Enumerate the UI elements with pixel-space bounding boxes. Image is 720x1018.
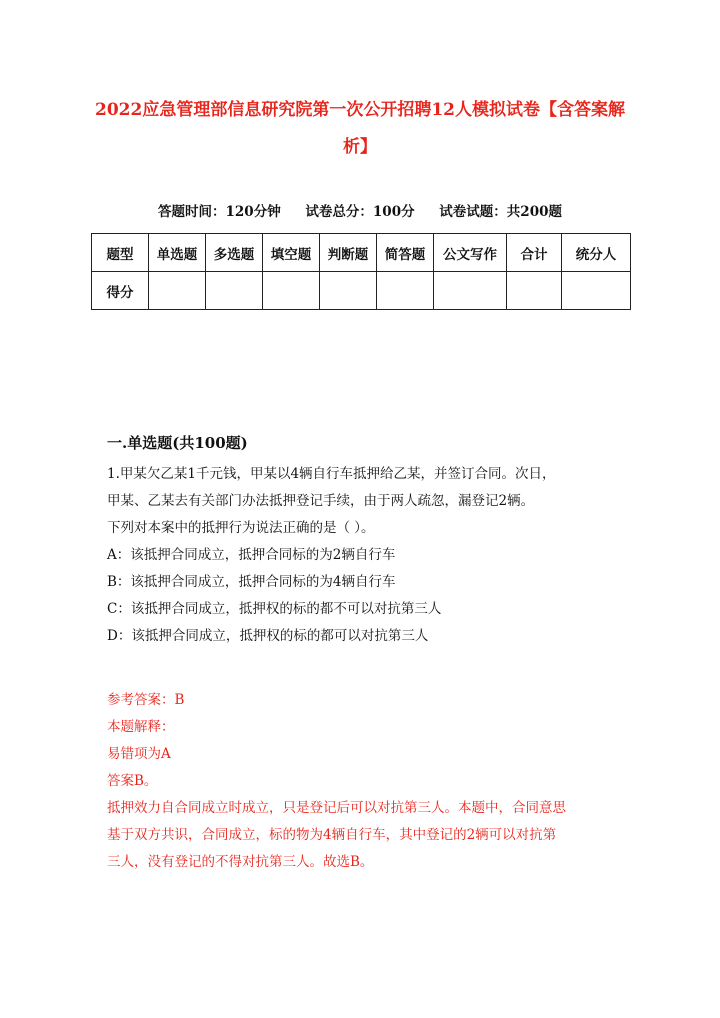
exam-time: 答题时间：120分钟 [158,204,281,220]
score-table-header: 单选题 [149,234,206,272]
score-cell [562,272,631,310]
score-table-score-row [92,272,631,310]
score-table-header: 合计 [507,234,562,272]
score-cell [263,272,320,310]
error-hint: 易错项为A [107,746,171,762]
question-stem-line: 下列对本案中的抵押行为说法正确的是（ ）。 [107,520,375,536]
score-table-header: 公文写作 [434,234,507,272]
exam-total-score: 试卷总分：100分 [305,204,415,220]
score-table-header: 统分人 [562,234,631,272]
option-b: B：该抵押合同成立，抵押合同标的为4辆自行车 [107,574,396,590]
option-a: A：该抵押合同成立，抵押合同标的为2辆自行车 [107,547,396,563]
question-stem-line: 甲某、乙某去有关部门办法抵押登记手续，由于两人疏忽，漏登记2辆。 [107,493,535,509]
score-cell [320,272,377,310]
option-c: C：该抵押合同成立，抵押权的标的都不可以对抗第三人 [107,601,442,617]
question-stem-line: 1.甲某欠乙某1千元钱，甲某以4辆自行车抵押给乙某，并签订合同。次日， [107,466,556,482]
reference-answer: 参考答案：B [107,692,185,708]
score-cell [507,272,562,310]
score-table-header: 简答题 [377,234,434,272]
score-row-label: 得分 [92,272,149,310]
score-cell [434,272,507,310]
score-table-header-row [92,234,631,272]
answer-block [107,687,617,876]
exam-question-count: 试卷试题：共200题 [439,204,562,220]
score-cell [377,272,434,310]
score-table [91,233,631,310]
explanation-line: 抵押效力自合同成立时成立，只是登记后可以对抗第三人。本题中，合同意思 [107,800,566,816]
score-table-header: 填空题 [263,234,320,272]
section-heading: 一.单选题(共100题) [107,434,248,452]
explanation-label: 本题解释： [107,719,175,735]
explanation-line: 三人，没有登记的不得对抗第三人。故选B。 [107,854,374,870]
exam-meta [90,200,630,220]
answer-line: 答案B。 [107,773,158,789]
document-title: 2022应急管理部信息研究院第一次公开招聘12人模拟试卷【含答案解析】 [95,100,625,157]
question-block [107,461,617,650]
score-table-header: 判断题 [320,234,377,272]
score-table-header: 题型 [92,234,149,272]
explanation-line: 基于双方共识，合同成立，标的物为4辆自行车，其中登记的2辆可以对抗第 [107,827,557,843]
option-d: D：该抵押合同成立，抵押权的标的都可以对抗第三人 [107,628,429,644]
score-cell [206,272,263,310]
score-table-header: 多选题 [206,234,263,272]
score-cell [149,272,206,310]
